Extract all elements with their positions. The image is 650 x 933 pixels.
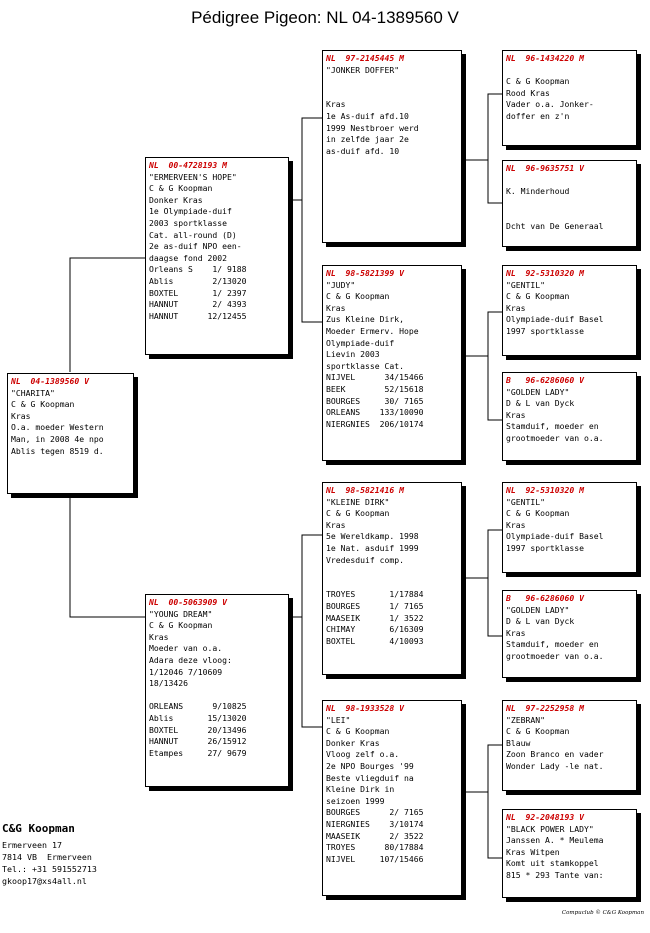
breeder — [326, 76, 458, 88]
breeder: C & G Koopman — [506, 291, 570, 302]
subject-pigeon-card — [7, 373, 134, 494]
sire-dam-card — [322, 265, 462, 461]
race-result: TROYES 1/17884 — [326, 589, 424, 600]
ring-number: NL 97-2145445 M — [326, 53, 404, 63]
pigeon-name: "CHARITA" — [11, 387, 55, 398]
pigeon-name: "JUDY" — [326, 279, 356, 290]
dam-card — [145, 594, 289, 787]
color: Kras — [149, 631, 169, 642]
note-line — [326, 566, 458, 578]
note-line: Vader o.a. Jonker- — [506, 99, 594, 110]
ddd-card — [502, 809, 637, 898]
note-line: in zelfde jaar 2e — [326, 134, 409, 145]
dam-sire-card — [322, 482, 462, 675]
race-result: CHIMAY 6/16309 — [326, 624, 424, 635]
color: Kras — [506, 302, 526, 313]
note-line: 1999 Nestbroer werd — [326, 122, 419, 133]
race-result: Etampes 27/ 9679 — [149, 747, 247, 758]
note-line: 2003 sportklasse — [149, 217, 227, 228]
note-line: Komt uit stamkoppel — [506, 858, 599, 869]
race-result: NIJVEL 34/15466 — [326, 372, 424, 383]
race-result: MAASEIK 1/ 3522 — [326, 612, 424, 623]
sire-card — [145, 157, 289, 355]
note-line: Cat. all-round (D) — [149, 229, 237, 240]
race-result: NIERGNIES 3/10174 — [326, 818, 424, 829]
pigeon-name: "BLACK POWER LADY" — [506, 823, 594, 834]
dds-card — [502, 700, 637, 791]
color: Donker Kras — [149, 194, 203, 205]
dsd-card — [502, 590, 637, 678]
note-line: seizoen 1999 — [326, 795, 385, 806]
color: Kras — [506, 409, 526, 420]
note-line: 18/13426 — [149, 678, 188, 689]
race-result: BOXTEL 4/10093 — [326, 635, 424, 646]
pigeon-name: "JONKER DOFFER" — [326, 64, 400, 75]
race-result: HANNUT 12/12455 — [149, 310, 247, 321]
breeder: C & G Koopman — [11, 399, 75, 410]
note-line: 1e Nat. asduif 1999 — [326, 542, 419, 553]
breeder: D & L van Dyck — [506, 398, 575, 409]
color: Donker Kras — [326, 737, 380, 748]
ring-number: NL 96-9635751 V — [506, 163, 584, 173]
race-result: HANNUT 2/ 4393 — [149, 299, 247, 310]
breeder: C & G Koopman — [326, 291, 390, 302]
race-result: Ablis 15/13020 — [149, 712, 247, 723]
breeder: D & L van Dyck — [506, 616, 575, 627]
note-line: Kleine Dirk in — [326, 784, 395, 795]
note-line: Ablis tegen 8519 d. — [11, 445, 104, 456]
owner-street: Ermerveen 17 — [2, 840, 62, 850]
pigeon-name: "GOLDEN LADY" — [506, 604, 570, 615]
page-title: Pédigree Pigeon: NL 04-1389560 V — [191, 8, 459, 27]
sdd-card — [502, 372, 637, 461]
race-result: BEEK 52/15618 — [326, 383, 424, 394]
note-line: O.a. moeder Western — [11, 422, 104, 433]
note-line — [326, 88, 458, 100]
ring-number: NL 98-1933528 V — [326, 703, 404, 713]
note-line: 2e as-duif NPO een- — [149, 241, 242, 252]
ring-number: NL 92-5310320 M — [506, 485, 584, 495]
ring-number: NL 96-1434220 M — [506, 53, 584, 63]
breeder: C & G Koopman — [149, 183, 213, 194]
ring-number: NL 92-2048193 V — [506, 812, 584, 822]
note-line: Vredesduif comp. — [326, 554, 404, 565]
note-line — [506, 198, 633, 210]
color: Kras — [326, 99, 346, 110]
note-line: sportklasse Cat. — [326, 360, 404, 371]
note-line: 1997 sportklasse — [506, 325, 584, 336]
note-line: Dcht van De Generaal — [506, 220, 604, 231]
race-result: Orleans S 1/ 9188 — [149, 264, 247, 275]
note-line: Adara deze vloog: — [149, 654, 232, 665]
note-line: 1e As-duif afd.10 — [326, 110, 409, 121]
note-line: Man, in 2008 4e npo — [11, 433, 104, 444]
note-line: Beste vliegduif na — [326, 772, 414, 783]
race-result: BOXTEL 20/13496 — [149, 724, 247, 735]
race-result: NIJVEL 107/15466 — [326, 853, 424, 864]
note-line: Olympiade-duif Basel — [506, 531, 604, 542]
color: Kras — [326, 519, 346, 530]
sds-card — [502, 265, 637, 356]
breeder: Janssen A. * Meulema — [506, 835, 604, 846]
race-result: HANNUT 26/15912 — [149, 736, 247, 747]
note-line: Moeder van o.a. — [149, 643, 223, 654]
ring-number: NL 98-5821399 V — [326, 268, 404, 278]
color: Kras — [506, 627, 526, 638]
owner-email: gkoop17@xs4all.nl — [2, 876, 87, 886]
owner-name: C&G Koopman — [2, 822, 75, 835]
note-line: grootmoeder van o.a. — [506, 650, 604, 661]
pigeon-name — [506, 175, 633, 187]
note-line: Stamduif, moeder en — [506, 421, 599, 432]
note-line: doffer en z'n — [506, 110, 570, 121]
note-line: 1/12046 7/10609 — [149, 666, 223, 677]
note-line — [326, 578, 458, 590]
note-line: 5e Wereldkamp. 1998 — [326, 531, 419, 542]
ssd-card — [502, 160, 637, 247]
color: Kras — [326, 302, 346, 313]
note-line: Zus Kleine Dirk, — [326, 314, 404, 325]
note-line: 1997 sportklasse — [506, 542, 584, 553]
ring-number: NL 00-5063909 V — [149, 597, 227, 607]
note-line — [149, 690, 285, 702]
race-result: Ablis 2/13020 — [149, 275, 247, 286]
note-line: Moeder Ermerv. Hope — [326, 325, 419, 336]
note-line: 2e NPO Bourges '99 — [326, 760, 414, 771]
color: Rood Kras — [506, 87, 550, 98]
pigeon-name: "GENTIL" — [506, 496, 545, 507]
note-line: grootmoeder van o.a. — [506, 432, 604, 443]
owner-city: 7814 VB Ermerveen — [2, 852, 92, 862]
ring-number: NL 04-1389560 V — [11, 376, 89, 386]
color: Kras Witpen — [506, 846, 560, 857]
dss-card — [502, 482, 637, 573]
note-line: Vloog zelf o.a. — [326, 749, 400, 760]
note-line: 815 * 293 Tante van: — [506, 869, 604, 880]
color: Kras — [506, 519, 526, 530]
note-line: daagse fond 2002 — [149, 252, 227, 263]
note-line: Wonder Lady -le nat. — [506, 760, 604, 771]
pigeon-name: "YOUNG DREAM" — [149, 608, 213, 619]
breeder: C & G Koopman — [326, 508, 390, 519]
owner-info — [2, 823, 97, 887]
ring-number: B 96-6286060 V — [506, 593, 584, 603]
pigeon-name: "GOLDEN LADY" — [506, 386, 570, 397]
race-result: ORLEANS 133/10090 — [326, 407, 424, 418]
sss-card — [502, 50, 637, 146]
race-result: BOURGES 1/ 7165 — [326, 600, 424, 611]
race-result: ORLEANS 9/10825 — [149, 701, 247, 712]
breeder: C & G Koopman — [506, 76, 570, 87]
note-line: as-duif afd. 10 — [326, 145, 400, 156]
note-line: Stamduif, moeder en — [506, 639, 599, 650]
note-line: Olympiade-duif — [326, 337, 395, 348]
note-line: Lievin 2003 — [326, 349, 380, 360]
breeder: C & G Koopman — [149, 620, 213, 631]
breeder: C & G Koopman — [506, 726, 570, 737]
color: Kras — [11, 410, 31, 421]
note-line — [506, 209, 633, 221]
ring-number: NL 92-5310320 M — [506, 268, 584, 278]
pigeon-name: "LEI" — [326, 714, 351, 725]
ring-number: NL 98-5821416 M — [326, 485, 404, 495]
sire-sire-card — [322, 50, 462, 243]
race-result: BOURGES 30/ 7165 — [326, 395, 424, 406]
pigeon-name: "ZEBRAN" — [506, 714, 545, 725]
pigeon-name: "GENTIL" — [506, 279, 545, 290]
race-result: NIERGNIES 206/10174 — [326, 418, 424, 429]
note-line: Zoon Branco en vader — [506, 749, 604, 760]
note-line: Olympiade-duif Basel — [506, 314, 604, 325]
race-result: MAASEIK 2/ 3522 — [326, 830, 424, 841]
ring-number: NL 97-2252958 M — [506, 703, 584, 713]
footer-credit: Compuclub © C&G Koopman — [561, 910, 644, 916]
ring-number: B 96-6286060 V — [506, 375, 584, 385]
pigeon-name — [506, 65, 633, 77]
color: Blauw — [506, 737, 531, 748]
breeder: K. Minderhoud — [506, 186, 570, 197]
owner-phone: Tel.: +31 591552713 — [2, 864, 97, 874]
note-line: 1e Olympiade-duif — [149, 206, 232, 217]
breeder: C & G Koopman — [506, 508, 570, 519]
dam-dam-card — [322, 700, 462, 896]
ring-number: NL 00-4728193 M — [149, 160, 227, 170]
race-result: BOURGES 2/ 7165 — [326, 807, 424, 818]
pigeon-name: "ERMERVEEN'S HOPE" — [149, 171, 237, 182]
race-result: TROYES 80/17884 — [326, 842, 424, 853]
race-result: BOXTEL 1/ 2397 — [149, 287, 247, 298]
pigeon-name: "KLEINE DIRK" — [326, 496, 390, 507]
breeder: C & G Koopman — [326, 726, 390, 737]
